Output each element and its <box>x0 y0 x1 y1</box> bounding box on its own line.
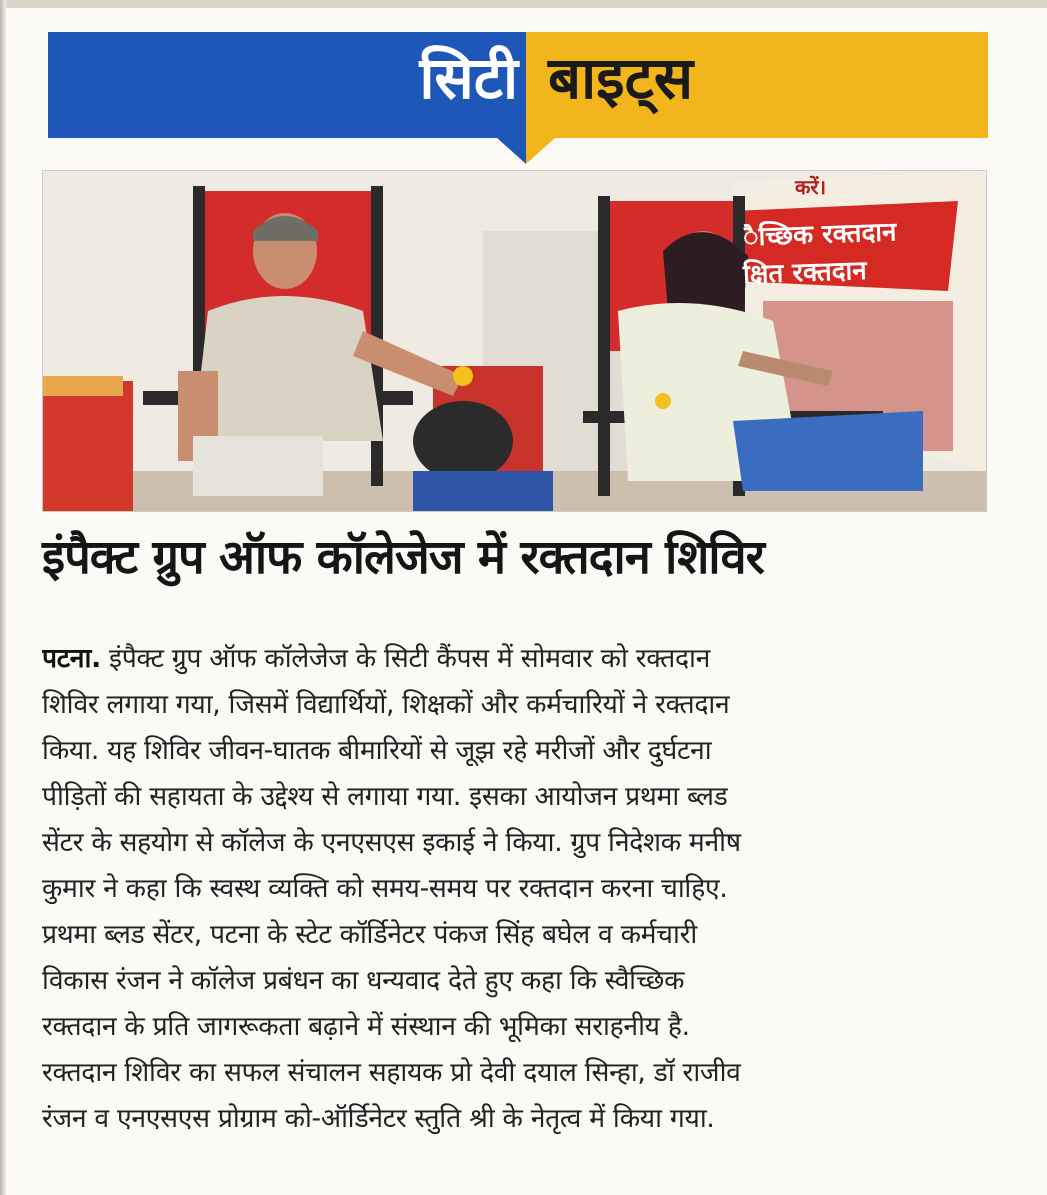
section-banner <box>48 32 988 150</box>
body-line: शिविर लगाया गया, जिसमें विद्यार्थियों, शिक्षकों और कर्मचारियों ने रक्तदान <box>42 689 730 720</box>
banner-bites-label: बाइट्स <box>548 44 694 112</box>
body-line: विकास रंजन ने कॉलेज प्रबंधन का धन्यवाद देते हुए कहा कि स्वैच्छिक <box>42 965 685 996</box>
man-trousers <box>193 436 323 496</box>
news-photo <box>42 170 987 512</box>
body-line: पीड़ितों की सहायता के उद्देश्य से लगाया गया. इसका आयोजन प्रथमा ब्लड <box>42 781 728 812</box>
poster-top-text: करें। <box>795 175 827 199</box>
man-shirt <box>193 296 383 441</box>
red-box-left <box>43 381 133 511</box>
stress-ball <box>453 366 473 386</box>
body-line: कुमार ने कहा कि स्वस्थ व्यक्ति को समय-समय पर रक्तदान करना चाहिए. <box>42 873 728 904</box>
body-line: रक्तदान शिविर का सफल संचालन सहायक प्रो देवी दयाल सिन्हा, डॉ राजीव <box>42 1057 741 1088</box>
poster-line-1: ैच्छिक रक्तदान <box>742 217 897 253</box>
paper-edge-top <box>0 0 1047 8</box>
body-line: रक्तदान के प्रति जागरूकता बढ़ाने में संस्थान की भूमिका सराहनीय है. <box>42 1011 690 1042</box>
woman-jeans <box>733 411 923 491</box>
body-line: सेंटर के सहयोग से कॉलेज के एनएसएस इकाई ने किया. ग्रुप निदेशक मनीष <box>42 827 741 858</box>
banner-city-label: सिटी <box>419 44 518 112</box>
body-line: रंजन व एनएसएस प्रोग्राम को-ऑर्डिनेटर स्तुति श्री के नेतृत्व में किया गया. <box>42 1103 715 1134</box>
banner-blue-pointer <box>486 128 526 164</box>
article-body <box>42 636 987 1142</box>
body-line: किया. यह शिविर जीवन-घातक बीमारियों से जूझ रहे मरीजों और दुर्घटना <box>42 735 712 766</box>
body-line: प्रथमा ब्लड सेंटर, पटना के स्टेट कॉर्डिनेटर पंकज सिंह बघेल व कर्मचारी <box>42 919 697 950</box>
banner-yellow-pointer <box>526 128 566 164</box>
collection-device <box>413 401 513 481</box>
body-line <box>42 636 987 682</box>
article-headline: इंपैक्ट ग्रुप ऑफ कॉलेजेज में रक्तदान शिविर <box>42 530 764 585</box>
paper-edge-left <box>0 0 6 1195</box>
blue-bag <box>413 471 553 511</box>
article-dateline: पटना. <box>42 643 101 674</box>
body-line-text: इंपैक्ट ग्रुप ऑफ कॉलेजेज के सिटी कैंपस में सोमवार को रक्तदान <box>100 643 711 674</box>
poster-line-2: क्षित रक्तदान <box>742 255 868 291</box>
